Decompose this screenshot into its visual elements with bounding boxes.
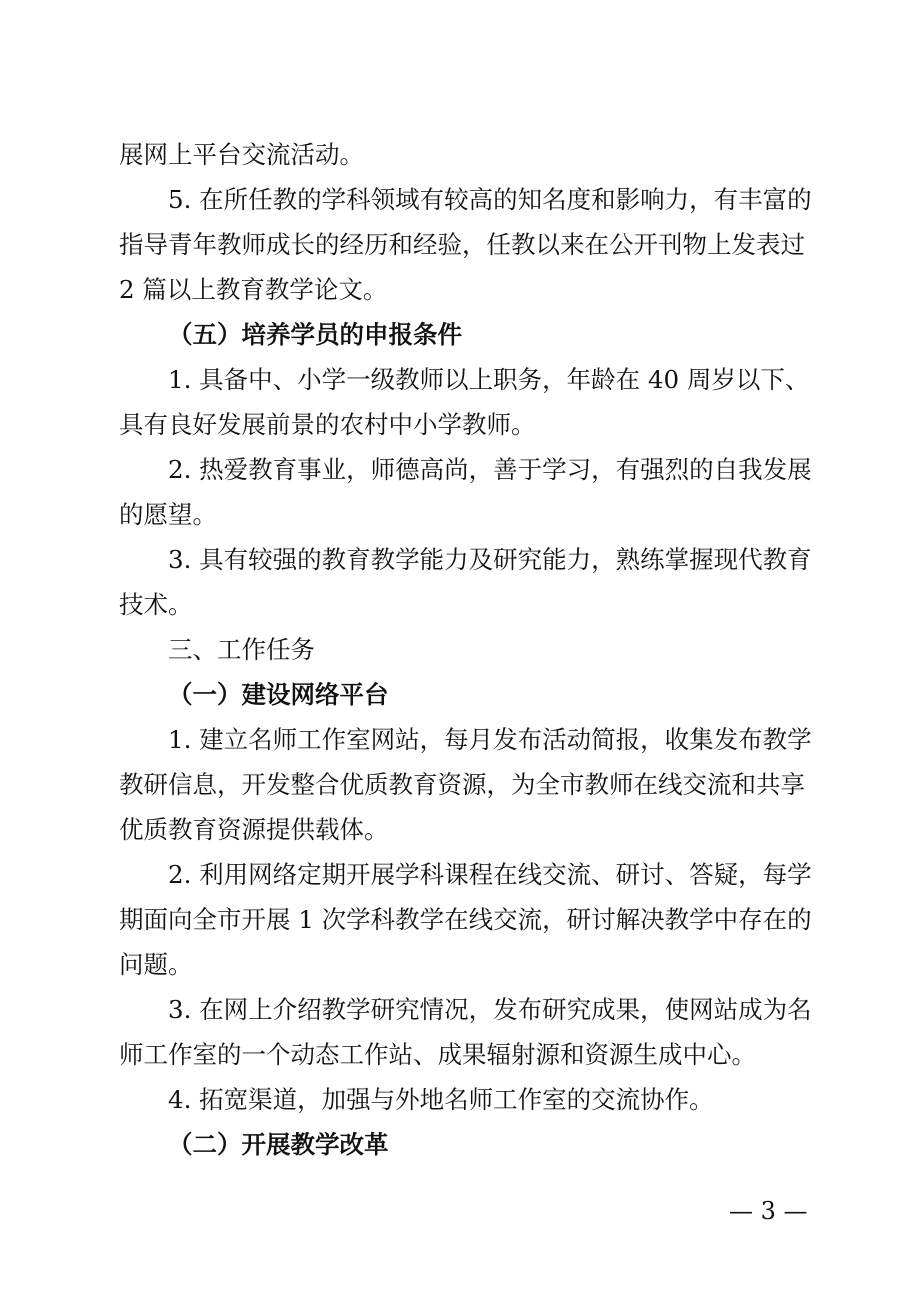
section-heading-five: （五）培养学员的申报条件 — [168, 320, 462, 349]
paragraph-line: 技术。 — [119, 590, 193, 619]
paragraph-line: 5. 在所任教的学科领域有较高的知名度和影响力，有丰富的 — [168, 185, 812, 214]
paragraph-line: 1. 建立名师工作室网站，每月发布活动简报，收集发布教学 — [168, 725, 812, 754]
document-body — [119, 132, 812, 1167]
paragraph-line: 3. 具有较强的教育教学能力及研究能力，熟练掌握现代教育 — [168, 545, 812, 574]
section-heading-three: 三、工作任务 — [168, 635, 315, 664]
page-number: — 3 — — [729, 1197, 808, 1225]
paragraph-line: 2 篇以上教育教学论文。 — [119, 275, 388, 304]
paragraph-line: 4. 拓宽渠道，加强与外地名师工作室的交流协作。 — [168, 1085, 714, 1114]
section-heading-two: （二）开展教学改革 — [168, 1130, 389, 1159]
paragraph-line: 的愿望。 — [119, 500, 217, 529]
paragraph-line: 2. 利用网络定期开展学科课程在线交流、研讨、答疑，每学 — [168, 860, 812, 889]
paragraph-line: 1. 具备中、小学一级教师以上职务，年龄在 40 周岁以下、 — [168, 365, 810, 394]
paragraph-line: 优质教育资源提供载体。 — [119, 815, 389, 844]
paragraph-line: 问题。 — [119, 950, 193, 979]
paragraph-line: 教研信息，开发整合优质教育资源，为全市教师在线交流和共享 — [119, 770, 805, 799]
paragraph-line: 指导青年教师成长的经历和经验，任教以来在公开刊物上发表过 — [119, 230, 805, 259]
paragraph-line: 2. 热爱教育事业，师德高尚，善于学习，有强烈的自我发展 — [168, 455, 812, 484]
paragraph-line: 展网上平台交流活动。 — [119, 140, 364, 169]
paragraph-line: 具有良好发展前景的农村中小学教师。 — [119, 410, 536, 439]
section-heading-one: （一）建设网络平台 — [168, 680, 389, 709]
paragraph-line: 期面向全市开展 1 次学科教学在线交流，研讨解决教学中存在的 — [119, 905, 812, 934]
paragraph-line: 3. 在网上介绍教学研究情况，发布研究成果，使网站成为名 — [168, 995, 812, 1024]
paragraph-line: 师工作室的一个动态工作站、成果辐射源和资源生成中心。 — [119, 1040, 756, 1069]
